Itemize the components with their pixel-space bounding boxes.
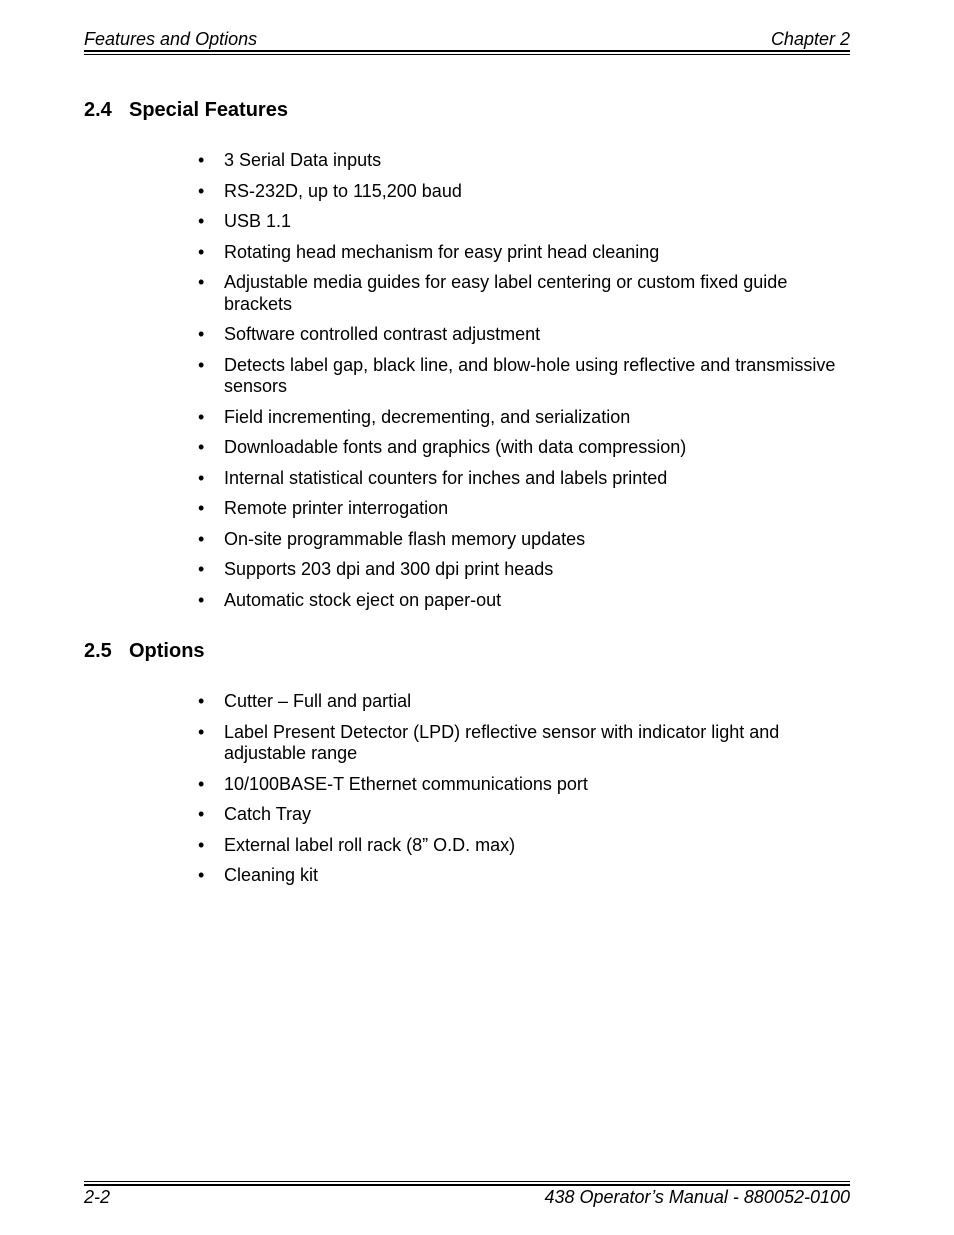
bullet-icon: • [198, 272, 205, 292]
list-item-text: Rotating head mechanism for easy print head cleaning [224, 241, 660, 262]
list-item [196, 407, 836, 429]
bullet-icon: • [198, 150, 205, 170]
page-footer [84, 1186, 850, 1210]
bullet-icon: • [198, 691, 205, 711]
section-heading-special-features [84, 98, 288, 122]
list-item-text: Adjustable media guides for easy label centering or custom fixed guide brackets [224, 272, 788, 314]
list-item [196, 865, 836, 887]
special-features-list [196, 150, 836, 620]
list-item [196, 437, 836, 459]
bullet-icon: • [198, 559, 205, 579]
options-list [196, 691, 836, 896]
header-section-title: Features and Options [84, 29, 258, 49]
bullet-icon: • [198, 528, 205, 549]
list-item [196, 324, 836, 346]
list-item [196, 559, 836, 581]
list-item-text: RS-232D, up to 115,200 baud [224, 180, 462, 201]
bullet-icon: • [198, 354, 205, 375]
list-item [196, 590, 836, 612]
bullet-icon: • [198, 834, 205, 855]
bullet-icon: • [198, 437, 205, 457]
bullet-icon: • [198, 180, 205, 201]
list-item [196, 774, 836, 796]
list-item [196, 722, 836, 765]
list-item-text: Catch Tray [224, 804, 312, 824]
bullet-icon: • [198, 406, 205, 427]
list-item-text: 10/100BASE-T Ethernet communications port [224, 773, 588, 794]
header-rule-thin [84, 54, 850, 55]
bullet-icon: • [198, 498, 205, 518]
list-item-text: External label roll rack (8” O.D. max) [224, 834, 516, 855]
list-item-text: Cleaning kit [224, 865, 319, 885]
section-number: 2.5 [84, 640, 112, 662]
bullet-icon: • [198, 324, 205, 344]
list-item-text: Automatic stock eject on paper-out [224, 589, 502, 610]
page-number: 2-2 [84, 1187, 111, 1207]
list-item [196, 468, 836, 490]
footer-rule-thin [84, 1181, 850, 1182]
list-item-text: Remote printer interrogation [224, 498, 449, 518]
list-item-text: 3 Serial Data inputs [224, 150, 382, 170]
bullet-icon: • [198, 467, 205, 488]
list-item [196, 150, 836, 172]
list-item-text: Cutter – Full and partial [224, 691, 412, 711]
bullet-icon: • [198, 773, 205, 794]
list-item [196, 355, 836, 398]
list-item [196, 804, 836, 826]
list-item-text: Supports 203 dpi and 300 dpi print heads [224, 559, 554, 579]
section-title: Options [129, 640, 205, 662]
section-title: Special Features [129, 99, 288, 121]
bullet-icon: • [198, 721, 205, 742]
list-item [196, 529, 836, 551]
list-item-text: Downloadable fonts and graphics (with data compression) [224, 437, 687, 457]
list-item-text: Field incrementing, decrementing, and serialization [224, 406, 631, 427]
list-item [196, 272, 836, 315]
bullet-icon: • [198, 865, 205, 885]
list-item-text: Label Present Detector (LPD) reflective sensor with indicator light and adjustable range [224, 721, 780, 763]
header-rule [84, 50, 850, 52]
header-chapter: Chapter 2 [770, 29, 850, 49]
list-item [196, 691, 836, 713]
list-item [196, 498, 836, 520]
list-item [196, 835, 836, 857]
list-item [196, 242, 836, 264]
bullet-icon: • [198, 589, 205, 610]
list-item [196, 211, 836, 233]
list-item-text: USB 1.1 [224, 211, 292, 231]
manual-title: 438 Operator’s Manual - 880052-0100 [544, 1187, 850, 1207]
list-item-text: Detects label gap, black line, and blow-hole using reflective and transmissive sensors [224, 354, 836, 396]
bullet-icon: • [198, 804, 205, 824]
bullet-icon: • [198, 241, 205, 262]
list-item-text: On-site programmable flash memory updates [224, 528, 586, 549]
section-heading-options [84, 639, 205, 663]
list-item-text: Software controlled contrast adjustment [224, 324, 541, 344]
bullet-icon: • [198, 211, 205, 231]
section-number: 2.4 [84, 99, 112, 121]
list-item-text: Internal statistical counters for inches and labels printed [224, 467, 668, 488]
page-header [84, 28, 850, 52]
list-item [196, 181, 836, 203]
